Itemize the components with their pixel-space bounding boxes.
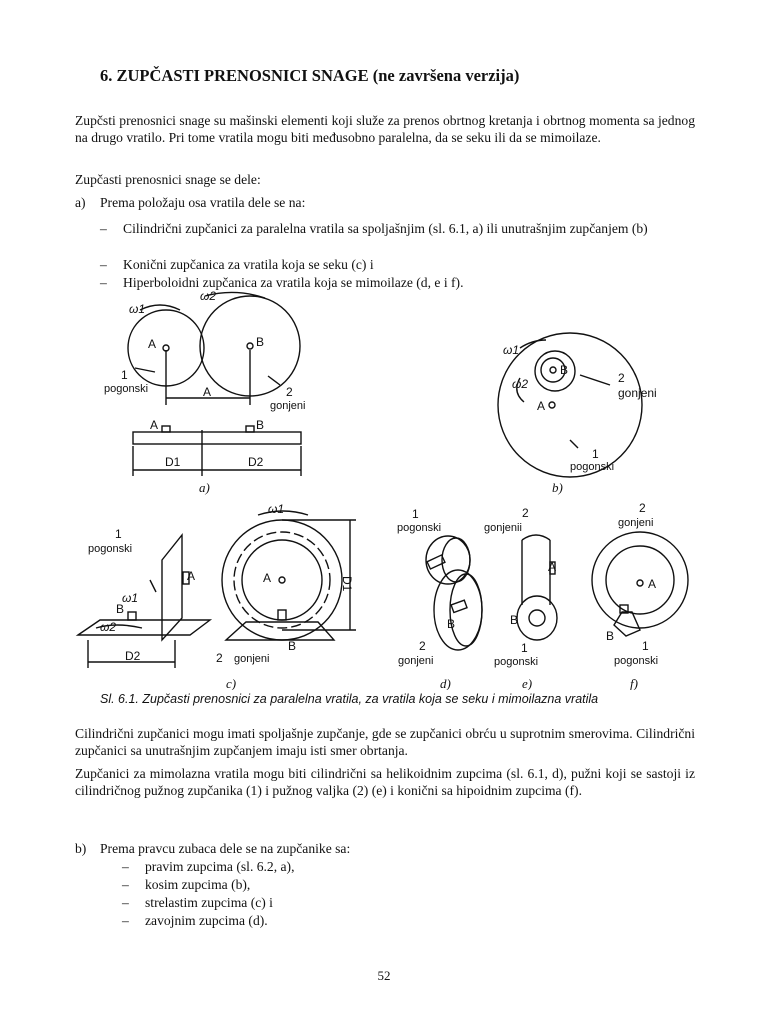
label-omega1: ω1 [129,302,146,316]
label-b: B [447,617,456,631]
label-d2: D2 [125,649,141,663]
label-1: 1 [521,641,528,655]
chapter-title: 6. ZUPČASTI PRENOSNICI SNAGE (ne završena verzija) [100,66,520,85]
label-omega1: ω1 [503,343,520,357]
section-a-text: Prema položaju osa vratila dele se na: [100,195,306,210]
label-b: B [256,335,265,349]
label-a: A [537,399,546,413]
label-omega2: ω2 [512,377,529,391]
label-gonjeni: gonjeni [398,655,434,667]
label-omega1: ω1 [122,591,139,605]
paragraph-mimoilazna: Zupčanici za mimolazna vratila mogu biti cilindrični sa helikoidnim zupcima (sl. 6.1, d), pužni koji se sastoji iz cilindričnog pužnog zupčanika (1) i pužnog valjka (2) (e) i konični sa hipoidnim zupcima (f). [75,766,695,798]
label-pogonski: pogonski [88,543,133,555]
label-2: 2 [216,651,223,665]
label-pogonski: pogonski [494,656,539,668]
label-2: 2 [639,501,646,515]
bullet-item: – Cilindrični zupčanici za paralelna vratila sa spoljašnjim (sl. 6.1, a) ili unutrašnjim zupčanjem (b) [100,221,648,236]
label-d1: D1 [340,576,354,592]
label-b: B [560,363,569,377]
label-1: 1 [412,507,419,521]
label-a-side: A [150,418,159,432]
label-omega2: ω2 [200,290,217,303]
paragraph-cilindricni: Cilindrični zupčanici mogu imati spoljašnje zupčanje, gde se zupčanici obrću u suprotnim smerovima. Cilindrični zupčanici sa unutrašnjim zupčanjem imaju isti smer obrtanja. [75,726,695,758]
label-pogonski: pogonski [614,655,659,667]
label-a: A [187,569,196,583]
subfigure-label: e) [522,676,533,690]
label-a: A [548,560,557,574]
subfigure-label: a) [199,480,210,495]
label-2: 2 [419,639,426,653]
label-d2: D2 [248,455,264,469]
bullet-item: – zavojnim zupcima (d). [122,913,268,928]
label-a: A [648,577,657,591]
label-2: 2 [286,385,293,399]
label-2: 2 [618,371,625,385]
bullet-item: – Konični zupčanica za vratila koja se seku (c) i [100,257,374,272]
label-omega1: ω1 [268,502,285,516]
figure-caption: Sl. 6.1. Zupčasti prenosnici za paralelna vratila, za vratila koja se seku i mimoilazna vratila [100,692,599,706]
label-b: B [288,639,297,653]
bullet-item: – pravim zupcima (sl. 6.2, a), [122,859,295,874]
label-gonjeni: gonjeni [234,653,270,665]
label-distance: A [203,385,212,399]
label-pogonski: pogonski [104,383,149,395]
section-a-marker: a) [75,195,86,210]
section-b-marker: b) [75,841,87,856]
label-b: B [606,629,615,643]
page-number: 52 [377,968,391,983]
label-2: 2 [522,506,529,520]
section-b-text: Prema pravcu zubaca dele se na zupčanike sa: [100,841,351,856]
label-gonjeni: gonjenii [484,522,522,534]
label-d1: D1 [165,455,181,469]
label-b: B [510,613,519,627]
label-a: A [148,337,157,351]
bullet-item: – kosim zupcima (b), [122,877,251,892]
label-b-side: B [256,418,265,432]
label-1: 1 [642,639,649,653]
bullet-item: – strelastim zupcima (c) i [122,895,273,910]
subfigure-label: d) [440,676,451,690]
divide-text: Zupčasti prenosnici snage se dele: [75,172,261,187]
label-gonjeni: gonjeni [618,386,657,400]
label-pogonski: pogonski [570,461,615,473]
subfigure-label: f) [630,676,638,690]
label-omega2: ω2 [100,620,117,634]
subfigure-label: b) [552,480,563,495]
label-gonjeni: gonjeni [270,400,306,412]
subfigure-label: c) [226,676,237,690]
label-gonjeni: gonjeni [618,517,654,529]
label-b: B [116,602,125,616]
figure-gears [0,290,768,690]
label-pogonski: pogonski [397,522,442,534]
label-1: 1 [121,368,128,382]
label-1: 1 [115,527,122,541]
label-a: A [263,571,272,585]
label-1: 1 [592,447,599,461]
intro-paragraph: Zupčsti prenosnici snage su mašinski elementi koji služe za prenos obrtnog kretanja i obrtnog momenta sa jednog na drugo vratilo. Pri tome vratila mogu biti međusobno paralelna, da se seku ili da se mimoilaze. [75,113,695,145]
bullet-item: – Hiperboloidni zupčanica za vratila koja se mimoilaze (d, e i f). [100,275,464,290]
